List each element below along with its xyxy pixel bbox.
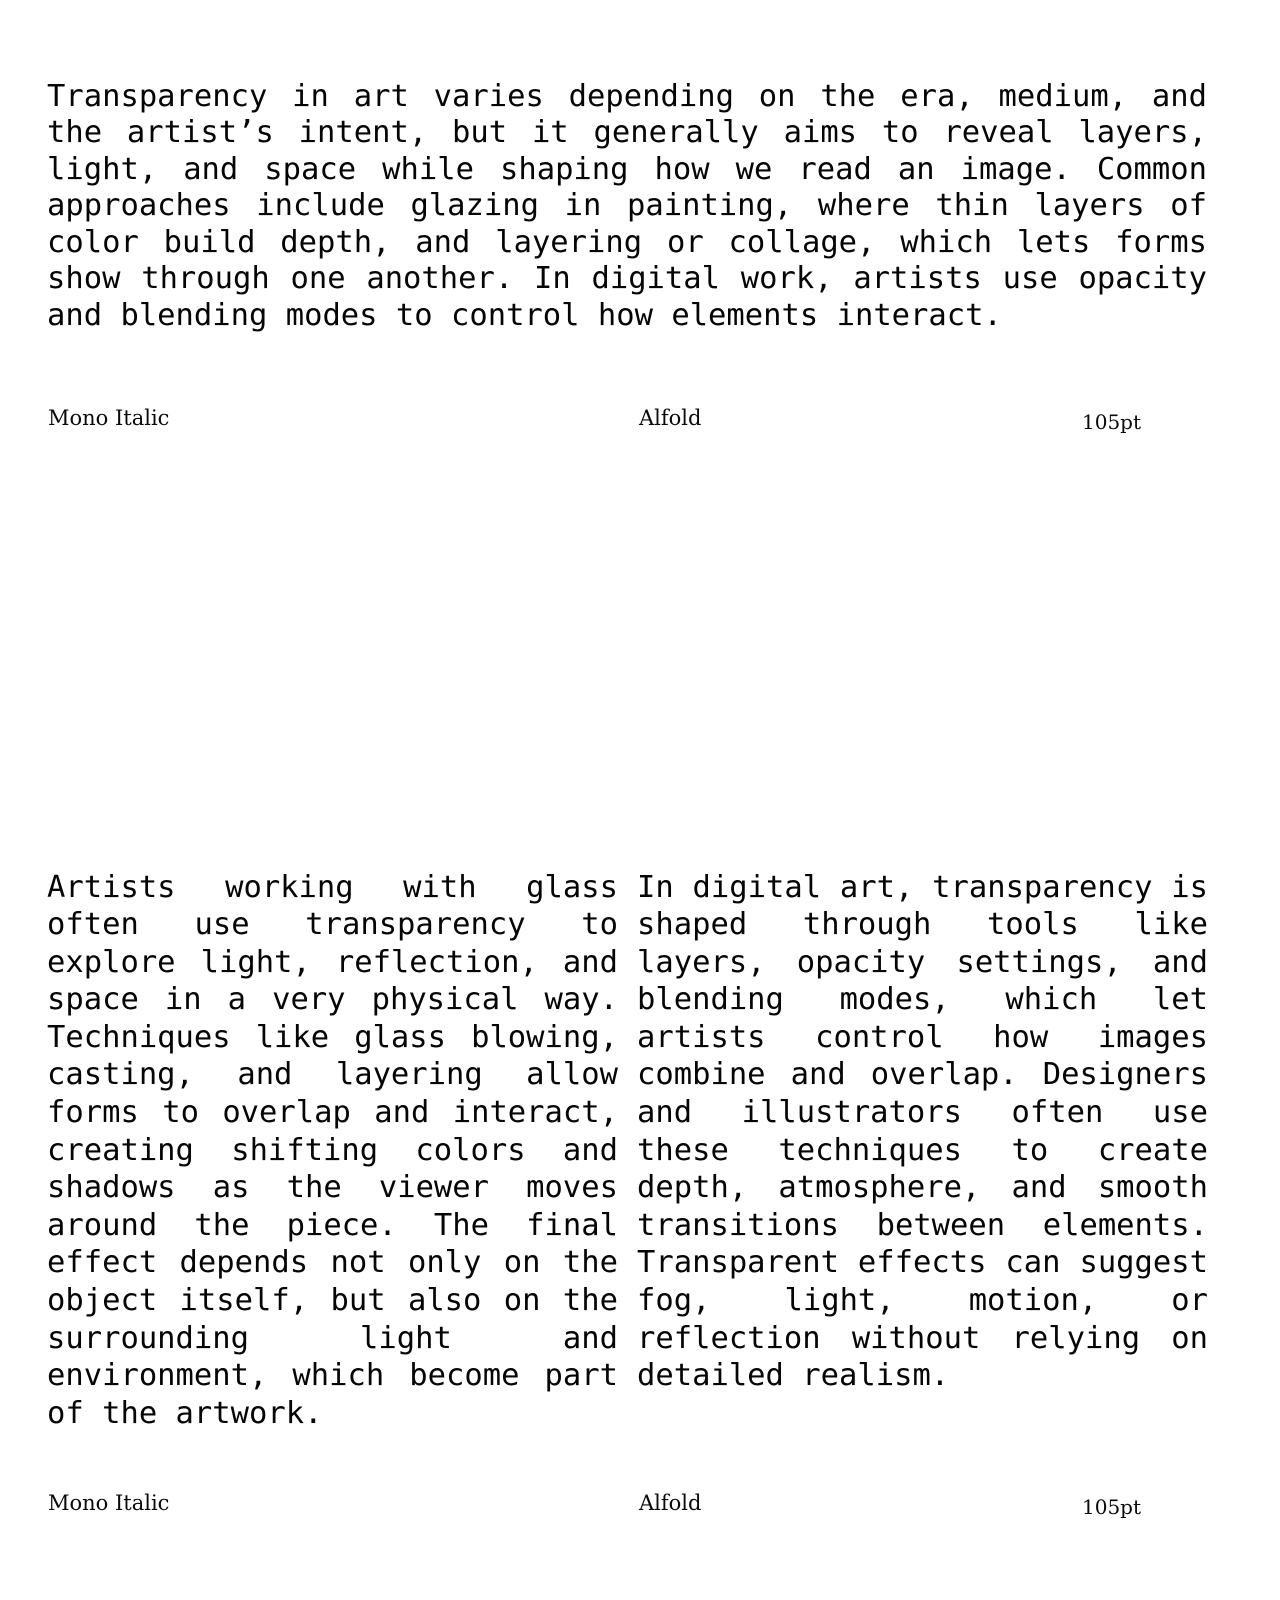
font-family-label-bottom: Alfold xyxy=(639,1491,702,1515)
column-left-paragraph: Artists working with glass often use transparency to explore light, reflection, and space in a very physical way. Techniques like glass blowing, casting, and layering allow forms to overlap and interact, creating shifting colors and shadows as the viewer moves around the piece. The final effect depends not only on the object itself, but also on the surrounding light and environment, which become part of the artwork. xyxy=(47,869,618,1431)
font-family-label-top: Alfold xyxy=(639,406,702,430)
font-style-label-bottom: Mono Italic xyxy=(48,1491,170,1515)
column-right xyxy=(637,838,1208,1425)
font-size-label-top: 105pt xyxy=(1082,410,1142,434)
top-specimen-paragraph: Transparency in art varies depending on the era, medium, and the artist’s intent, but it generally aims to reveal layers, light, and space while shaping how we read an image. Common approaches include glazing in painting, where thin layers of color build depth, and layering or collage, which lets forms show through one another. In digital work, artists use opacity and blending modes to control how elements interact. xyxy=(47,78,1207,333)
font-size-label-bottom: 105pt xyxy=(1082,1495,1142,1519)
column-right-paragraph: In digital art, transparency is shaped through tools like layers, opacity settings, and blending modes, which let artists control how images combine and overlap. Designers and illustrators often use these techniques to create depth, atmosphere, and smooth transitions between elements. Transparent effects can suggest fog, light, motion, or reflection without relying on detailed realism. xyxy=(637,869,1208,1394)
font-style-label-top: Mono Italic xyxy=(48,406,170,430)
column-left xyxy=(47,838,618,1463)
metadata-row-bottom xyxy=(0,1489,1280,1529)
top-specimen-block xyxy=(47,48,1207,365)
metadata-row-top xyxy=(0,404,1280,444)
two-column-body xyxy=(47,838,1207,1463)
